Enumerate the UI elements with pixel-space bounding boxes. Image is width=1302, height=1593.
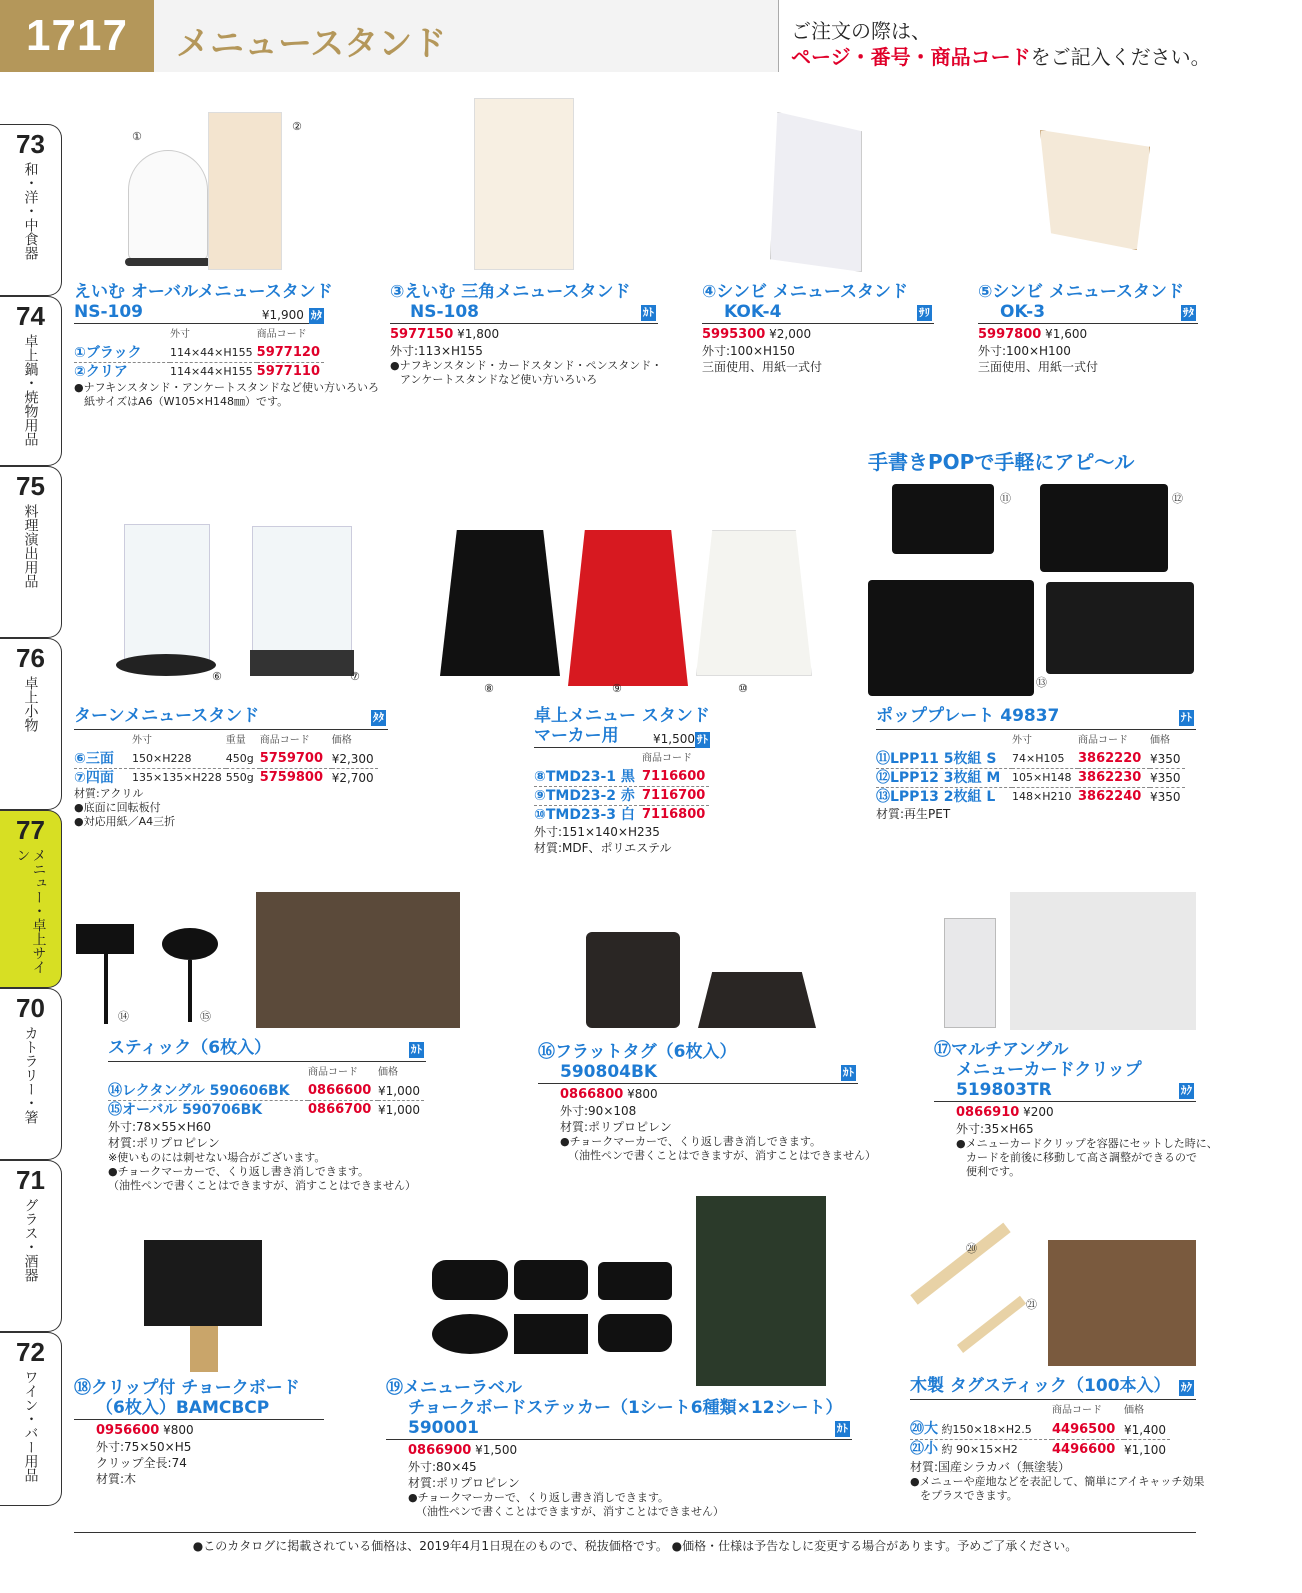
label-sticker-image xyxy=(598,1262,672,1300)
product-card-clip xyxy=(934,1040,1218,1179)
tab-72[interactable] xyxy=(0,1332,62,1506)
product-title: ⑰マルチアングル xyxy=(934,1040,1069,1060)
table-row: ⑫LPP12 3枚組 M 105×H148 3862230 ¥350 xyxy=(876,769,1185,788)
table-row: ⑥三面 150×H228 450g 5759700 ¥2,300 xyxy=(74,750,378,769)
tab-label: メニュー・卓上サイン xyxy=(14,848,47,974)
image-number: ㉑ xyxy=(1026,1298,1037,1311)
product-size: 外寸:151×140×H235 xyxy=(534,825,660,839)
delivery-badge: ｶﾄ xyxy=(837,1422,848,1435)
turn-stand-base xyxy=(116,654,216,676)
wood-stick-large-image xyxy=(910,1223,1010,1305)
product-code: 0866900 xyxy=(408,1443,472,1458)
image-number: ⑭ xyxy=(118,1010,129,1023)
image-number: ⑳ xyxy=(966,1242,977,1255)
tab-75[interactable] xyxy=(0,466,62,638)
oval-stand-clear-image xyxy=(208,112,282,270)
product-code: 0956600 xyxy=(96,1423,160,1438)
stick-pin xyxy=(104,954,108,1024)
table-row: ⑨TMD23-2 赤 7116700 xyxy=(534,787,709,806)
product-material: 材質:MDF、ポリエステル xyxy=(534,841,672,855)
delivery-badge: ｻﾘ xyxy=(919,306,930,319)
image-number: ⑮ xyxy=(200,1010,211,1023)
product-model: OK-3 xyxy=(1000,302,1046,322)
label-sticker-image xyxy=(432,1314,508,1354)
product-title: ポッププレート 49837 xyxy=(876,706,1060,726)
product-code: 5977150 xyxy=(390,327,454,342)
label-sticker-image xyxy=(514,1314,588,1354)
product-size: 外寸:35×H65 xyxy=(956,1122,1034,1136)
product-note: ●対応用紙／A4三折 xyxy=(74,815,176,828)
tab-number: 74 xyxy=(16,301,45,331)
flat-tag-tent-image xyxy=(698,972,816,1028)
product-triangle-stand xyxy=(390,282,663,387)
tab-label: ワイン・バー用品 xyxy=(22,1370,39,1482)
product-note: カードを前後に移動して高さ調整ができるので xyxy=(966,1151,1197,1164)
table-row: ⑬LPP13 2枚組 L 148×H210 3862240 ¥350 xyxy=(876,789,1181,805)
product-model: 519803TR xyxy=(956,1080,1052,1100)
product-price: ¥200 xyxy=(1023,1105,1054,1119)
product-size: 外寸:78×55×H60 xyxy=(108,1120,211,1134)
wooden-clip xyxy=(190,1326,218,1372)
product-price: ¥1,900 xyxy=(261,308,304,322)
order-note-line2: をご記入ください。 xyxy=(1030,45,1211,69)
product-title: メニューカードクリップ xyxy=(956,1060,1142,1080)
stick-rectangle-image xyxy=(76,924,134,954)
product-material: 材質:国産シラカバ（無塗装） xyxy=(910,1460,1071,1474)
order-note-highlight: ページ・番号・商品コード xyxy=(791,45,1031,69)
product-note: ●底面に回転板付 xyxy=(74,801,161,814)
label-display-photo xyxy=(696,1196,826,1386)
image-number: ⑪ xyxy=(1000,492,1011,505)
tab-label: 卓上鍋・焼物用品 xyxy=(22,334,39,446)
card-clip-photo xyxy=(1010,892,1196,1030)
clip-chalkboard-image xyxy=(144,1240,262,1326)
product-note: ●メニューや産地などを表記して、簡単にアイキャッチ効果 xyxy=(910,1475,1205,1488)
ok3-stand-image xyxy=(1040,130,1150,250)
product-note: ●ナフキンスタンド・カードスタンド・ペンスタンド・ xyxy=(390,359,663,372)
product-title: ⑲メニューラベル xyxy=(386,1378,522,1398)
product-title: ターンメニュースタンド xyxy=(74,706,260,726)
product-size: 外寸:113×H155 xyxy=(390,344,483,358)
product-note: （油性ペンで書くことはできますが、消すことはできません） xyxy=(568,1149,876,1162)
product-price: ¥1,500 xyxy=(475,1443,518,1457)
product-price: ¥2,000 xyxy=(769,327,812,341)
product-menu-label xyxy=(386,1378,852,1519)
product-size: 外寸:100×H100 xyxy=(978,344,1071,358)
triangle-stand-image xyxy=(474,98,574,270)
tab-number: 75 xyxy=(16,471,45,501)
oval-stand-base xyxy=(125,258,211,266)
product-material: 材質:木 xyxy=(96,1472,137,1486)
tab-label: 卓上小物 xyxy=(22,676,39,732)
product-title: 卓上メニュー スタンド xyxy=(534,706,710,726)
table-row: ⑩TMD23-3 白 7116800 xyxy=(534,807,706,823)
tab-label: 和・洋・中食器 xyxy=(22,162,39,260)
image-number: ① xyxy=(132,130,142,143)
product-title: チョークボードステッカー（1シート6種類×12シート） xyxy=(408,1398,843,1418)
order-note-line1: ご注文の際は、 xyxy=(791,19,931,43)
product-note: ●チョークマーカーで、くり返し書き消しできます。 xyxy=(108,1165,369,1178)
pop-heading: 手書きPOPで手軽にアピ～ル xyxy=(868,450,1135,474)
table-row: ⑳大 約150×18×H2.5 4496500 ¥1,400 xyxy=(910,1420,1170,1440)
label-sticker-image xyxy=(514,1260,588,1300)
product-title: スティック（6枚入） xyxy=(108,1038,272,1058)
product-size: 外寸:75×50×H5 xyxy=(96,1440,192,1454)
table-row: ②クリア 114×44×H155 5977110 xyxy=(74,364,320,380)
product-clip-length: クリップ全長:74 xyxy=(96,1456,187,1470)
tab-number: 76 xyxy=(16,643,45,673)
product-material: 材質:ポリプロピレン xyxy=(408,1476,520,1490)
tab-number: 73 xyxy=(16,129,45,159)
image-number: ⑥ xyxy=(212,670,222,683)
product-size: 外寸:100×H150 xyxy=(702,344,795,358)
turn-stand-three-image xyxy=(124,524,210,664)
product-code: 5995300 xyxy=(702,327,766,342)
product-material: 材質:ポリプロピレン xyxy=(560,1120,672,1134)
product-price: ¥800 xyxy=(163,1423,194,1437)
product-note: アンケートスタンドなど使い方いろいろ xyxy=(400,373,598,386)
product-title: えいむ オーバルメニュースタンド xyxy=(74,282,333,302)
tab-74[interactable] xyxy=(0,296,62,466)
product-note: （油性ペンで書くことはできますが、消すことはできません） xyxy=(108,1179,416,1192)
product-model: 590804BK xyxy=(560,1062,658,1082)
product-note: 三面使用、用紙一式付 xyxy=(702,360,823,374)
image-number: ⑫ xyxy=(1172,492,1183,505)
product-title: ③えいむ 三角メニュースタンド xyxy=(390,282,631,302)
pop-plate-m-image xyxy=(1040,484,1168,572)
product-title: ⑯フラットタグ（6枚入） xyxy=(538,1042,737,1062)
col-size: 外寸 xyxy=(169,329,190,340)
product-model: KOK-4 xyxy=(724,302,782,322)
product-clip-chalkboard xyxy=(74,1378,324,1487)
table-row: ⑧TMD23-1 黒 7116600 xyxy=(534,768,709,787)
kok4-stand-image xyxy=(770,112,862,272)
delivery-badge: ﾀﾀ xyxy=(373,711,384,724)
aframe-black-image xyxy=(440,530,560,676)
tab-label: グラス・酒器 xyxy=(22,1198,39,1282)
product-note: ※使いものには刺せない場合がございます。 xyxy=(108,1151,326,1164)
image-number: ⑩ xyxy=(738,682,748,695)
product-oval-stand xyxy=(74,282,379,409)
product-flat-tag xyxy=(538,1042,876,1163)
turn-stand-base xyxy=(250,650,354,676)
delivery-badge: ｻﾄ xyxy=(697,733,708,746)
tab-number: 72 xyxy=(16,1337,45,1367)
tab-number: 71 xyxy=(16,1165,45,1195)
label-sticker-image xyxy=(598,1314,672,1352)
product-pop-plate: ポッププレート 49837 ﾅﾄ 外寸 商品コード 価格 ⑪LPP11 5枚組 S 74×H105 3862220 ¥350 ⑫LPP12 3枚組 M 105×H148 3862230 ¥350 ⑬LPP13 2枚組 L 148×H210 3862240 ¥350 材質:再生PET xyxy=(876,706,1196,822)
tab-number: 70 xyxy=(16,993,45,1023)
product-title: ⑤シンビ メニュースタンド xyxy=(978,282,1185,302)
product-note: （油性ペンで書くことはできますが、消すことはできません） xyxy=(416,1505,724,1518)
table-row: ⑮オーバル 590706BK 0866700 ¥1,000 xyxy=(108,1102,420,1118)
product-aframe: 卓上メニュー スタンド マーカー用 ¥1,500 ｻﾄ 商品コード ⑧TMD23-1 黒 7116600 ⑨TMD23-2 赤 7116700 ⑩TMD23-3 白 7116800 外寸:151×140×H235 材質:MDF、ポリエステル xyxy=(534,706,710,855)
delivery-badge: ｶﾀ xyxy=(311,309,322,322)
product-title: ④シンビ メニュースタンド xyxy=(702,282,909,302)
tab-70[interactable] xyxy=(0,988,62,1160)
tab-number: 77 xyxy=(16,815,45,845)
product-stick: スティック（6枚入） ｶﾄ 商品コード 価格 ⑭レクタングル 590606BK 0866600 ¥1,000 ⑮オーバル 590706BK 0866700 ¥1,000 外寸:78×55×H60 材質:ポリプロピレン ※使いものには刺せない場合がございます。 ●チョークマーカーで、くり返し書き消しできます。 （油性ペンで書くことはできますが、消すことはできません） xyxy=(108,1038,426,1193)
product-title: マーカー用 xyxy=(534,726,619,746)
image-number: ⑬ xyxy=(1036,676,1047,689)
product-material: 材質:ポリプロピレン xyxy=(108,1136,220,1150)
tab-73[interactable] xyxy=(0,124,62,296)
product-code: 5997800 xyxy=(978,327,1042,342)
product-note: 材質:アクリル xyxy=(74,787,144,800)
delivery-badge: ｶﾄ xyxy=(843,1066,854,1079)
image-number: ⑧ xyxy=(484,682,494,695)
aframe-red-image xyxy=(568,530,688,686)
tab-71[interactable] xyxy=(0,1160,62,1332)
table-row: ⑭レクタングル 590606BK 0866600 ¥1,000 xyxy=(108,1082,424,1101)
product-note: ●ナフキンスタンド・アンケートスタンドなど使い方いろいろ xyxy=(74,381,379,394)
tab-label: 料理演出用品 xyxy=(22,504,39,588)
product-code: 0866800 xyxy=(560,1087,624,1102)
product-price: ¥1,600 xyxy=(1045,327,1088,341)
card-clip-image xyxy=(944,918,996,1028)
table-row: ㉑小 約 90×15×H2 4496600 ¥1,100 xyxy=(910,1441,1166,1457)
product-title: ⑱クリップ付 チョークボード xyxy=(74,1378,300,1398)
delivery-badge: ｻﾀ xyxy=(1183,306,1194,319)
pop-sample-image xyxy=(1046,582,1194,674)
product-ok3 xyxy=(978,282,1198,375)
product-note: ●メニューカードクリップを容器にセットした時に、 xyxy=(956,1137,1218,1150)
product-tag-stick: 木製 タグスティック（100本入） ｶｸ 商品コード 価格 ⑳大 約150×18×H2.5 4496500 ¥1,400 ㉑小 約 90×15×H2 4496600 ¥1,100 材質:国産シラカバ（無塗装） ●メニューや産地などを表記して、簡単にアイキャッチ効果 をプラスできます。 xyxy=(910,1376,1205,1502)
product-note: をプラスできます。 xyxy=(920,1489,1018,1502)
stick-pin xyxy=(188,960,192,1022)
product-price: ¥1,800 xyxy=(457,327,500,341)
page-number: 1717 xyxy=(0,0,154,72)
delivery-badge: ｶｸ xyxy=(1181,1084,1192,1097)
order-note xyxy=(778,0,1211,72)
product-price: ¥1,500 xyxy=(653,732,695,746)
product-note: 便利です。 xyxy=(966,1165,1021,1178)
tab-76[interactable] xyxy=(0,638,62,810)
product-note: 三面使用、用紙一式付 xyxy=(978,360,1099,374)
product-size: 外寸:80×45 xyxy=(408,1460,477,1474)
pop-plate-s-image xyxy=(892,484,994,554)
category-title: メニュースタンド xyxy=(176,24,447,64)
table-row: ⑪LPP11 5枚組 S 74×H105 3862220 ¥350 xyxy=(876,750,1185,769)
wood-stick-small-image xyxy=(957,1296,1026,1353)
product-note: ●チョークマーカーで、くり返し書き消しできます。 xyxy=(560,1135,821,1148)
footer-note: ●このカタログに掲載されている価格は、2019年4月1日現在のもので、税抜価格です。 ●価格・仕様は予告なしに変更する場合があります。予めご了承ください。 xyxy=(74,1532,1196,1554)
product-model: NS-108 xyxy=(410,302,480,322)
tab-label: カトラリー・箸 xyxy=(22,1026,39,1124)
image-number: ⑨ xyxy=(612,682,622,695)
aframe-white-image xyxy=(696,530,812,676)
delivery-badge: ｶﾄ xyxy=(643,306,654,319)
tab-77[interactable] xyxy=(0,810,62,988)
image-number: ② xyxy=(292,120,302,133)
image-number: ⑦ xyxy=(350,670,360,683)
product-kok4 xyxy=(702,282,934,375)
label-sticker-image xyxy=(432,1260,508,1300)
delivery-badge: ｶｸ xyxy=(1181,1381,1192,1394)
oval-stand-black-image xyxy=(128,150,208,260)
sashimi-photo xyxy=(1048,1240,1196,1366)
product-title: （6枚入）BAMCBCP xyxy=(74,1398,324,1420)
table-row: ①ブラック 114×44×H155 5977120 xyxy=(74,344,324,363)
product-material: 材質:再生PET xyxy=(876,807,951,821)
product-title: 木製 タグスティック（100本入） xyxy=(910,1376,1171,1396)
product-note: 紙サイズはA6（W105×H148㎜）です。 xyxy=(84,395,289,408)
product-model: NS-109 xyxy=(74,302,144,322)
stick-oval-image xyxy=(162,928,218,960)
pop-plate-l-image xyxy=(868,580,1034,696)
table-row: ⑦四面 135×135×H228 550g 5759800 ¥2,700 xyxy=(74,770,374,786)
product-note: ●チョークマーカーで、くり返し書き消しできます。 xyxy=(408,1491,669,1504)
col-code: 商品コード xyxy=(256,329,307,340)
product-code: 0866910 xyxy=(956,1105,1020,1120)
product-turn-stand: ターンメニュースタンド ﾀﾀ 外寸 重量 商品コード 価格 ⑥三面 150×H228 450g 5759700 ¥2,300 ⑦四面 135×135×H228 550g 5759800 ¥2,700 材質:アクリル ●底面に回転板付 ●対応用紙／A4三折 xyxy=(74,706,388,829)
product-price: ¥800 xyxy=(627,1087,658,1101)
delivery-badge: ﾅﾄ xyxy=(1181,711,1192,724)
flat-tag-image xyxy=(586,932,680,1028)
cheese-display-photo xyxy=(256,892,460,1028)
product-model: 590001 xyxy=(408,1418,479,1438)
delivery-badge: ｶﾄ xyxy=(411,1043,422,1056)
product-size: 外寸:90×108 xyxy=(560,1104,637,1118)
turn-stand-four-image xyxy=(252,526,352,656)
